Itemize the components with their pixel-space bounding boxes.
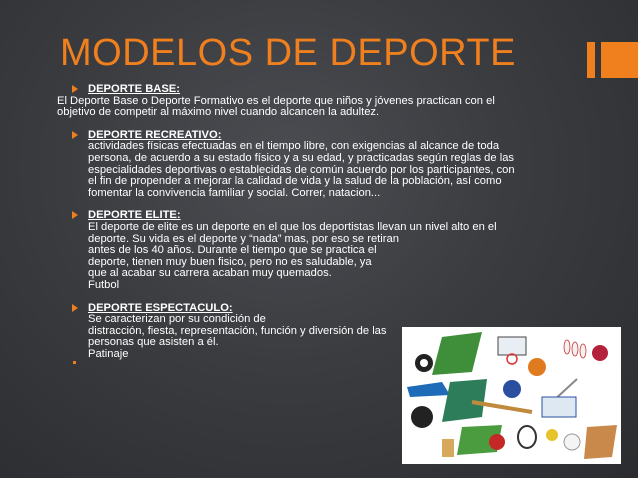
slide-title: MODELOS DE DEPORTE [60,32,516,74]
section-line: El deporte de elite es un deporte en el que los deportistas llevan un nivel alto en el [88,220,497,233]
section-deporte-elite [60,210,530,291]
section-line: Patinaje [88,347,129,360]
section-line: especialidades deportivas o establecidas de común acuerdo por los participantes, con [88,163,515,176]
section-line: Se caracterizan por su condición de [88,313,266,326]
section-line: que al acabar su carrera acaban muy quemados. [88,267,332,280]
slide-content [57,83,530,360]
bullet-icon [72,304,78,312]
section-line: antes de los 40 años. Durante el tiempo que se practica el [88,244,377,257]
section-line: deporte, tienen muy buen fisico, pero no es saludable, ya [88,255,372,268]
section-heading: DEPORTE RECREATIVO: [88,128,222,141]
section-line: distracción, fiesta, representación, función y diversión de las [88,324,387,337]
section-line: deporte. Su vida es el deporte y “nada” mas, por eso se retiran [88,232,399,245]
section-line: objetivo de competir al máximo nivel cuando alcancen la adultez. [57,106,380,119]
section-deporte-base [57,83,530,119]
section-line: personas que asisten a él. [88,336,219,349]
section-deporte-recreativo [60,130,530,200]
section-line: actividades físicas efectuadas en el tiempo libre, con exigencias al alcance de toda [88,140,500,153]
section-heading: DEPORTE ELITE: [88,209,181,222]
decorative-bars [587,42,638,78]
section-line: persona, de acuerdo a su estado físico y a su edad, y practicadas según reglas de las [88,151,515,164]
section-heading: DEPORTE BASE: [88,83,180,95]
sports-collage-image [402,327,621,464]
bullet-icon [72,85,78,93]
bullet-icon [72,211,78,219]
section-line: fomentar la convivencia familiar y social. Correr, natacion... [88,186,381,199]
section-heading: DEPORTE ESPECTACULO: [88,301,233,314]
section-line: Futbol [88,278,120,291]
empty-bullet-icon [73,361,76,364]
section-line: el fin de propender a mejorar la calidad de vida y la salud de la población, así como [88,175,502,188]
bullet-icon [72,131,78,139]
section-line: El Deporte Base o Deporte Formativo es el deporte que niños y jóvenes practican con el [57,94,495,107]
